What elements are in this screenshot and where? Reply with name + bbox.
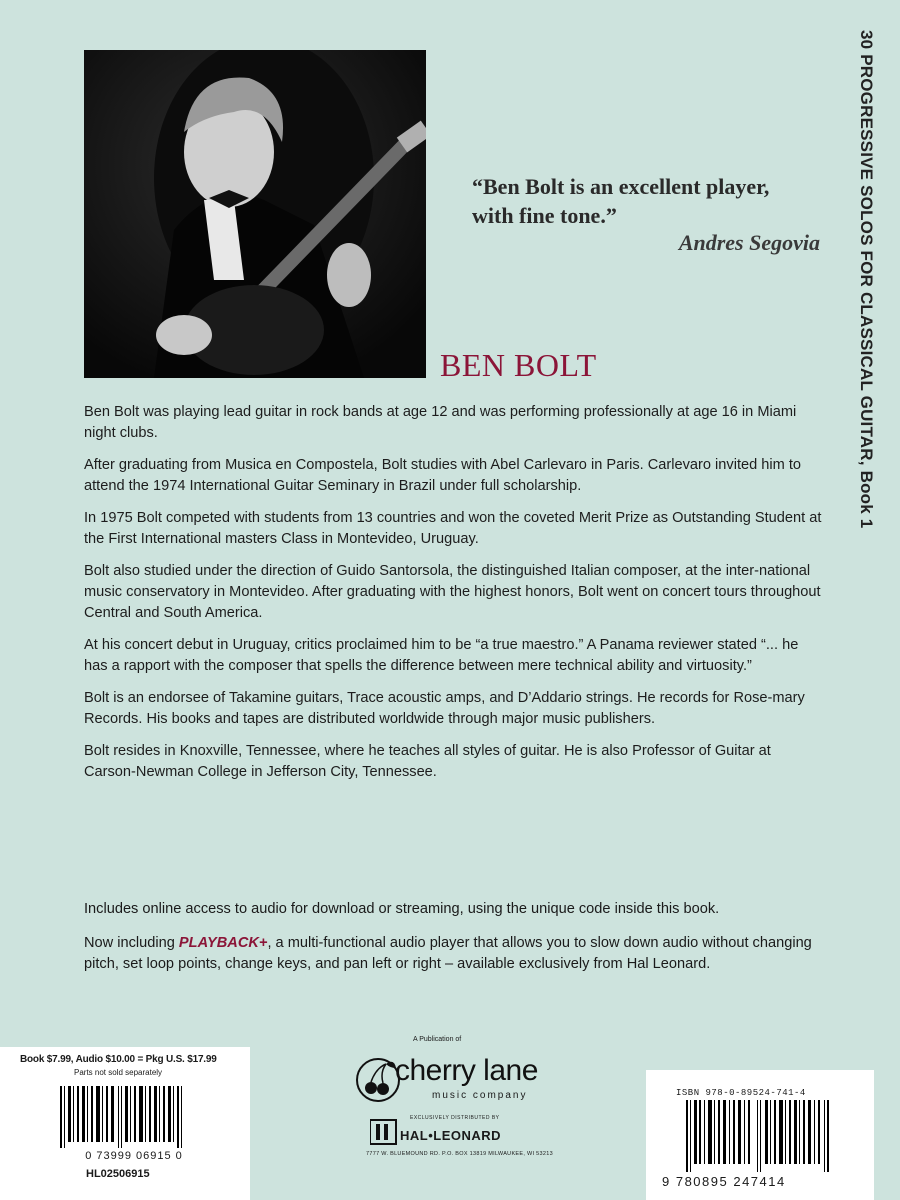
bio-paragraph: After graduating from Musica en Compostela, Bolt studies with Abel Carlevaro in Paris. Carlevaro invited him to attend the 1974 International Guitar Seminary in Brazil under full scholarship. xyxy=(84,457,802,494)
bio-paragraph: Bolt resides in Knoxville, Tennessee, where he teaches all styles of guitar. He is also Professor of Guitar at Carson-Newman College in Jefferson City, Tennessee. xyxy=(84,743,771,780)
isbn-barcode-number: 9 780895 247414 xyxy=(662,1174,786,1189)
bio-paragraph: Ben Bolt was playing lead guitar in rock bands at age 12 and was performing professionally at age 16 in Miami night clubs. xyxy=(84,404,797,441)
quote-line-2: with fine tone.” xyxy=(472,203,617,228)
bio-paragraph: In 1975 Bolt competed with students from 13 countries and won the coveted Merit Prize as Outstanding Student at the First International masters Class in Montevideo, Uruguay. xyxy=(84,510,822,547)
upc-number: 0 73999 06915 0 xyxy=(85,1150,183,1162)
quote-line-1: “Ben Bolt is an excellent player, xyxy=(472,174,770,199)
parts-note: Parts not sold separately xyxy=(74,1068,163,1077)
bio-paragraph: At his concert debut in Uruguay, critics proclaimed him to be “a true maestro.” A Panama reviewer stated “... he has a rapport with the composer that spells the difference between mere technical ability and virtuosity.” xyxy=(84,637,799,674)
playback-description: , a multi-functional audio player that allows you to slow down audio without changing pitch, set loop points, change keys, and pan left or right – available exclusively from Hal Leonard. xyxy=(84,935,812,972)
bio-paragraph: Bolt is an endorsee of Takamine guitars, Trace acoustic amps, and D’Addario strings. He records for Rose-mary Records. His books and tapes are distributed worldwide through major music publishers. xyxy=(84,690,805,727)
spine-title: 30 PROGRESSIVE SOLOS FOR CLASSICAL GUITAR, Book 1 xyxy=(857,30,876,529)
playback-brand: PLAYBACK+ xyxy=(178,935,268,951)
isbn-text: ISBN 978-0-89524-741-4 xyxy=(676,1088,806,1098)
bio-paragraph: Bolt also studied under the direction of Guido Santorsola, the distinguished Italian composer, at the inter-national music conservatory in Montevideo. After graduating with the highest honors, Bolt went on concert tours throughout Central and South America. xyxy=(84,563,821,621)
artist-bio xyxy=(84,402,824,794)
hal-leonard-wordmark: HAL•LEONARD xyxy=(400,1128,502,1143)
segovia-quote xyxy=(472,172,832,230)
artist-name: BEN BOLT xyxy=(440,347,597,383)
music-company-label: music company xyxy=(432,1090,528,1101)
publisher-address: 7777 W. BLUEMOUND RD. P.O. BOX 13819 MILWAUKEE, WI 53213 xyxy=(366,1151,553,1157)
upc-barcode xyxy=(60,1086,190,1148)
playback-text xyxy=(84,933,844,975)
isbn-barcode xyxy=(686,1100,846,1172)
quote-attribution: Andres Segovia xyxy=(678,230,820,255)
guitarist-photo xyxy=(84,50,426,378)
product-code: HL02506915 xyxy=(86,1168,150,1180)
guitarist-portrait-image xyxy=(84,50,426,378)
publication-of-label: A Publication of xyxy=(413,1036,462,1043)
online-access-text: Includes online access to audio for download or streaming, using the unique code inside this book. xyxy=(84,901,720,917)
cherry-lane-wordmark: cherry lane xyxy=(395,1054,538,1087)
distributed-by-label: EXCLUSIVELY DISTRIBUTED BY xyxy=(410,1115,500,1121)
online-audio-info xyxy=(84,899,844,988)
price-text: Book $7.99, Audio $10.00 = Pkg U.S. $17.99 xyxy=(20,1054,217,1065)
playback-prefix: Now including xyxy=(84,935,179,951)
